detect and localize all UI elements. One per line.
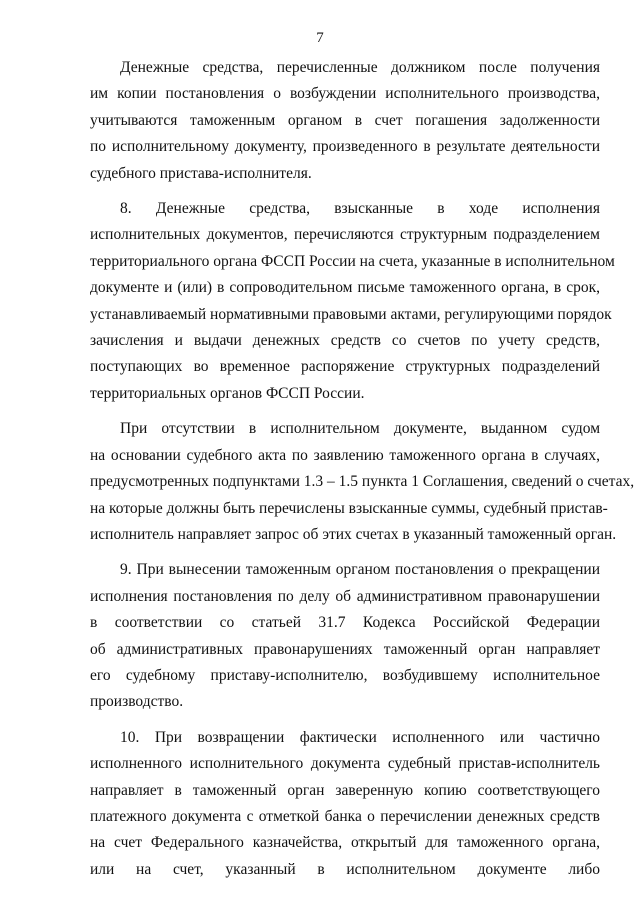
text-line: учитываются таможенным органом в счет погашения задолженности (90, 111, 600, 129)
paragraph-funds-credited (90, 55, 600, 187)
text-line: документе и (или) в сопроводительном письме таможенного органа, в срок, (90, 279, 600, 297)
text-line: исполнения постановления по делу об административном правонарушении (90, 587, 600, 605)
text-line: устанавливаемый нормативными правовыми актами, регулирующими порядок (90, 305, 612, 323)
text-line: поступающих во временное распоряжение структурных подразделений (90, 358, 600, 376)
text-line: исполненного исполнительного документа судебный пристав-исполнитель (90, 755, 600, 773)
text-line: судебного пристава-исполнителя. (90, 164, 312, 182)
text-line: его судебному приставу-исполнителю, возбудившему исполнительное (90, 666, 600, 684)
text-line: по исполнительному документу, произведенного в результате деятельности (90, 138, 600, 156)
text-line: об административных правонарушениях таможенный орган направляет (90, 640, 600, 658)
text-line: на которые должны быть перечислены взысканные суммы, судебный пристав- (90, 499, 608, 517)
text-line: исполнительных документов, перечисляются структурным подразделением (90, 226, 600, 244)
paragraph-missing-accounts (90, 416, 635, 548)
text-line: Денежные средства, перечисленные должником после получения (120, 59, 600, 76)
text-line: на счет Федерального казначейства, открытый для таможенного органа, (90, 834, 600, 852)
text-line: направляет в таможенный орган заверенную копию соответствующего (90, 781, 600, 799)
text-line: зачисления и выдачи денежных средств со счетов по учету средств, (90, 332, 600, 350)
page-number: 7 (316, 30, 324, 46)
text-line: платежного документа с отметкой банка о перечислении денежных средств (90, 807, 600, 825)
text-line: исполнитель направляет запрос об этих счетах в указанный таможенный орган. (90, 525, 617, 543)
document-body (90, 55, 635, 883)
paragraph-item-10 (90, 725, 600, 883)
text-line: на основании судебного акта по заявлению таможенного органа в случаях, (90, 446, 600, 464)
paragraph-item-9 (90, 557, 600, 715)
text-line: 8. Денежные средства, взысканные в ходе исполнения (120, 200, 600, 218)
text-line: территориальных органов ФССП России. (90, 384, 365, 402)
text-line: производство. (90, 693, 184, 711)
text-line: в соответствии со статьей 31.7 Кодекса Российской Федерации (90, 614, 600, 632)
text-line: При отсутствии в исполнительном документе, выданном судом (120, 420, 600, 438)
text-line: территориального органа ФССП России на счета, указанные в исполнительном (90, 252, 615, 270)
paragraph-item-8 (90, 196, 615, 407)
text-line: предусмотренных подпунктами 1.3 – 1.5 пункта 1 Соглашения, сведений о счетах, (90, 473, 635, 491)
text-line: 10. При возвращении фактически исполненного или частично (120, 728, 600, 746)
text-line: или на счет, указанный в исполнительном документе либо (90, 860, 600, 878)
text-line: 9. При вынесении таможенным органом постановления о прекращении (120, 561, 600, 579)
text-line: им копии постановления о возбуждении исполнительного производства, (90, 85, 600, 103)
